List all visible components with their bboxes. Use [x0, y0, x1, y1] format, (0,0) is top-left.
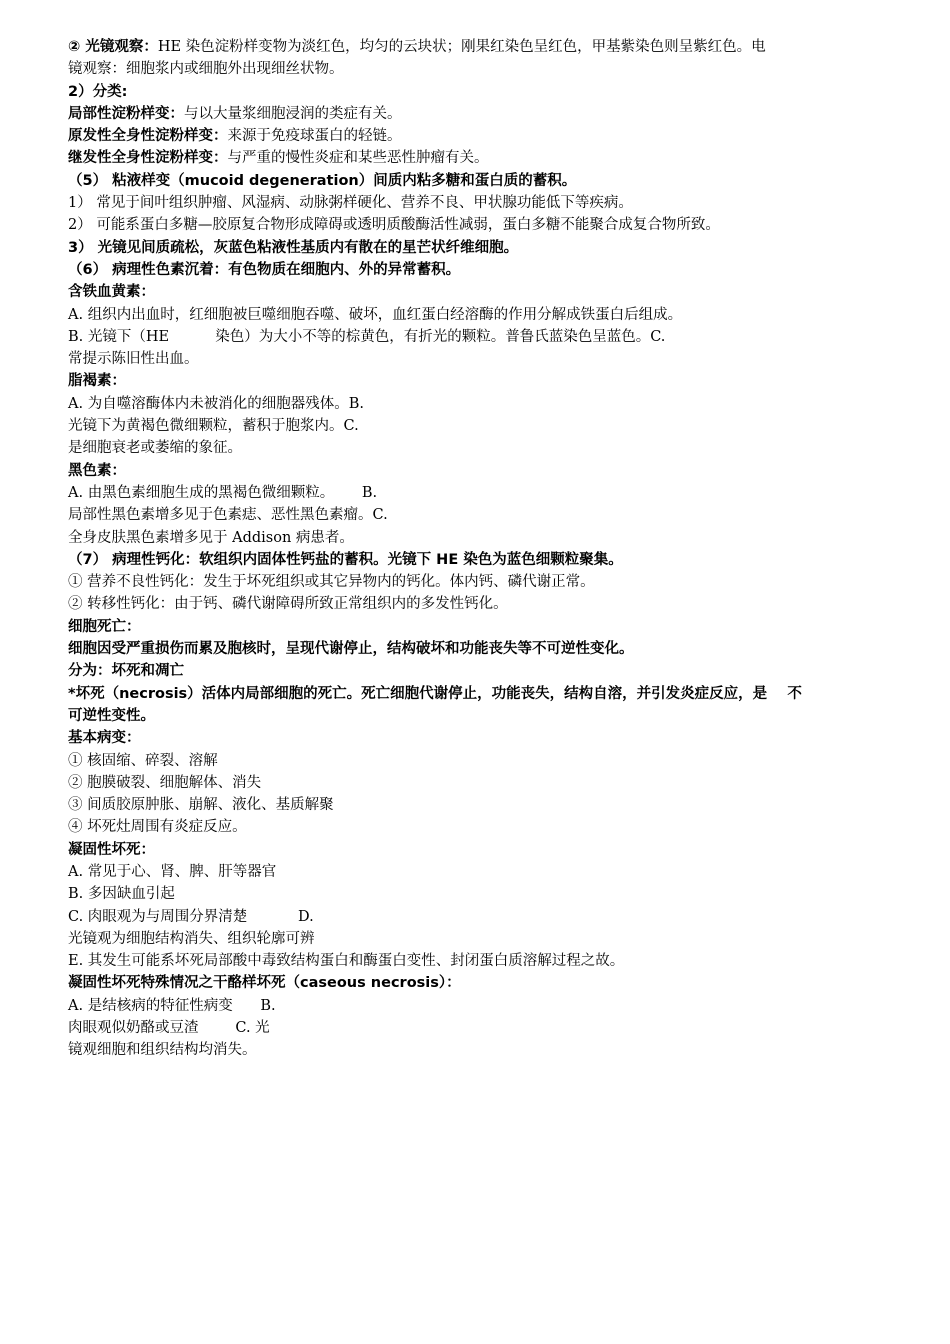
text-line: B. 光镜下（HE 染色）为大小不等的棕黄色，有折光的颗粒。普鲁氏蓝染色呈蓝色。C.	[68, 328, 666, 345]
text-line: 细胞因受严重损伤而累及胞核时，呈现代谢停止，结构破坏和功能丧失等不可逆性变化。	[68, 641, 634, 658]
text-line: 常提示陈旧性出血。	[68, 351, 199, 368]
subheading: 脂褐素：	[68, 373, 126, 390]
text-line: *坏死（necrosis）活体内局部细胞的死亡。死亡细胞代谢停止，功能丧失，结构自溶，并引发炎症反应，是 不	[68, 685, 802, 702]
text-line: A. 组织内出血时，红细胞被巨噬细胞吞噬、破坏，血红蛋白经溶酶的作用分解成铁蛋白后组成。	[68, 306, 683, 323]
text-line: 1） 常见于间叶组织肿瘤、风湿病、动脉粥样硬化、营养不良、甲状腺功能低下等疾病。	[68, 195, 633, 212]
document-page	[68, 36, 868, 1062]
text-line: 镜观细胞和组织结构均消失。	[68, 1042, 257, 1059]
subheading: 含铁血黄素：	[68, 284, 155, 301]
subheading: 凝固性坏死特殊情况之干酪样坏死（caseous necrosis）：	[68, 975, 461, 992]
text-line: 光镜下为黄褐色微细颗粒，蓄积于胞浆内。C.	[68, 418, 359, 435]
subheading: 凝固性坏死：	[68, 841, 155, 858]
section-heading: （7） 病理性钙化：软组织内固体性钙盐的蓄积。光镜下 HE 染色为蓝色细颗粒聚集。	[68, 551, 623, 568]
text-line: E. 其发生可能系坏死局部酸中毒致结构蛋白和酶蛋白变性、封闭蛋白质溶解过程之故。	[68, 953, 625, 970]
text-line: A. 为自噬溶酶体内未被消化的细胞器残体。B.	[68, 395, 364, 412]
text-line: ② 转移性钙化：由于钙、磷代谢障碍所致正常组织内的多发性钙化。	[68, 596, 508, 613]
text-line: 继发性全身性淀粉样变：与严重的慢性炎症和某些恶性肿瘤有关。	[68, 150, 489, 167]
section-heading: （6） 病理性色素沉着：有色物质在细胞内、外的异常蓄积。	[68, 261, 461, 278]
text-line: 原发性全身性淀粉样变：来源于免疫球蛋白的轻链。	[68, 128, 402, 145]
text-line: 局部性淀粉样变：与以大量浆细胞浸润的类症有关。	[68, 105, 402, 122]
text-line: 镜观察：细胞浆内或细胞外出现细丝状物。	[68, 61, 344, 78]
text-line: A. 由黑色素细胞生成的黑褐色微细颗粒。 B.	[68, 484, 378, 501]
subheading: 细胞死亡：	[68, 618, 141, 635]
text-line: C. 肉眼观为与周围分界清楚 D.	[68, 908, 314, 925]
text-line: 是细胞衰老或萎缩的象征。	[68, 440, 242, 457]
list-item: ③ 间质胶原肿胀、崩解、液化、基质解聚	[68, 797, 334, 814]
text-line: A. 常见于心、肾、脾、肝等器官	[68, 863, 277, 880]
subheading: 黑色素：	[68, 462, 126, 479]
text-line: 光镜观为细胞结构消失、组织轮廓可辨	[68, 930, 315, 947]
list-item: ① 核固缩、碎裂、溶解	[68, 752, 218, 769]
text-line: 3） 光镜见间质疏松，灰蓝色粘液性基质内有散在的星芒状纤维细胞。	[68, 239, 519, 256]
text-line: B. 多因缺血引起	[68, 886, 175, 903]
text-line: 可逆性变性。	[68, 707, 155, 724]
text-line: A. 是结核病的特征性病变 B.	[68, 997, 276, 1014]
subheading: 基本病变：	[68, 730, 141, 747]
list-item: ② 胞膜破裂、细胞解体、消失	[68, 774, 262, 791]
text-line: 2） 可能系蛋白多糖—胶原复合物形成障碍或透明质酸酶活性减弱，蛋白多糖不能聚合成复合物所致。	[68, 217, 720, 234]
text-line: ② 光镜观察：HE 染色淀粉样变物为淡红色，均匀的云块状；刚果红染色呈红色，甲基紫染色则呈紫红色。电	[68, 39, 766, 55]
section-heading: 2）分类:	[68, 83, 128, 100]
text-line: 肉眼观似奶酪或豆渣 C. 光	[68, 1020, 270, 1037]
subheading: 分为：坏死和凋亡	[68, 663, 184, 680]
text-line: 全身皮肤黑色素增多见于 Addison 病患者。	[68, 529, 354, 546]
list-item: ④ 坏死灶周围有炎症反应。	[68, 819, 247, 836]
section-heading: （5） 粘液样变（mucoid degeneration）间质内粘多糖和蛋白质的蓄积。	[68, 172, 577, 189]
text-line: ① 营养不良性钙化：发生于坏死组织或其它异物内的钙化。体内钙、磷代谢正常。	[68, 574, 595, 591]
text-line: 局部性黑色素增多见于色素痣、恶性黑色素瘤。C.	[68, 507, 388, 524]
